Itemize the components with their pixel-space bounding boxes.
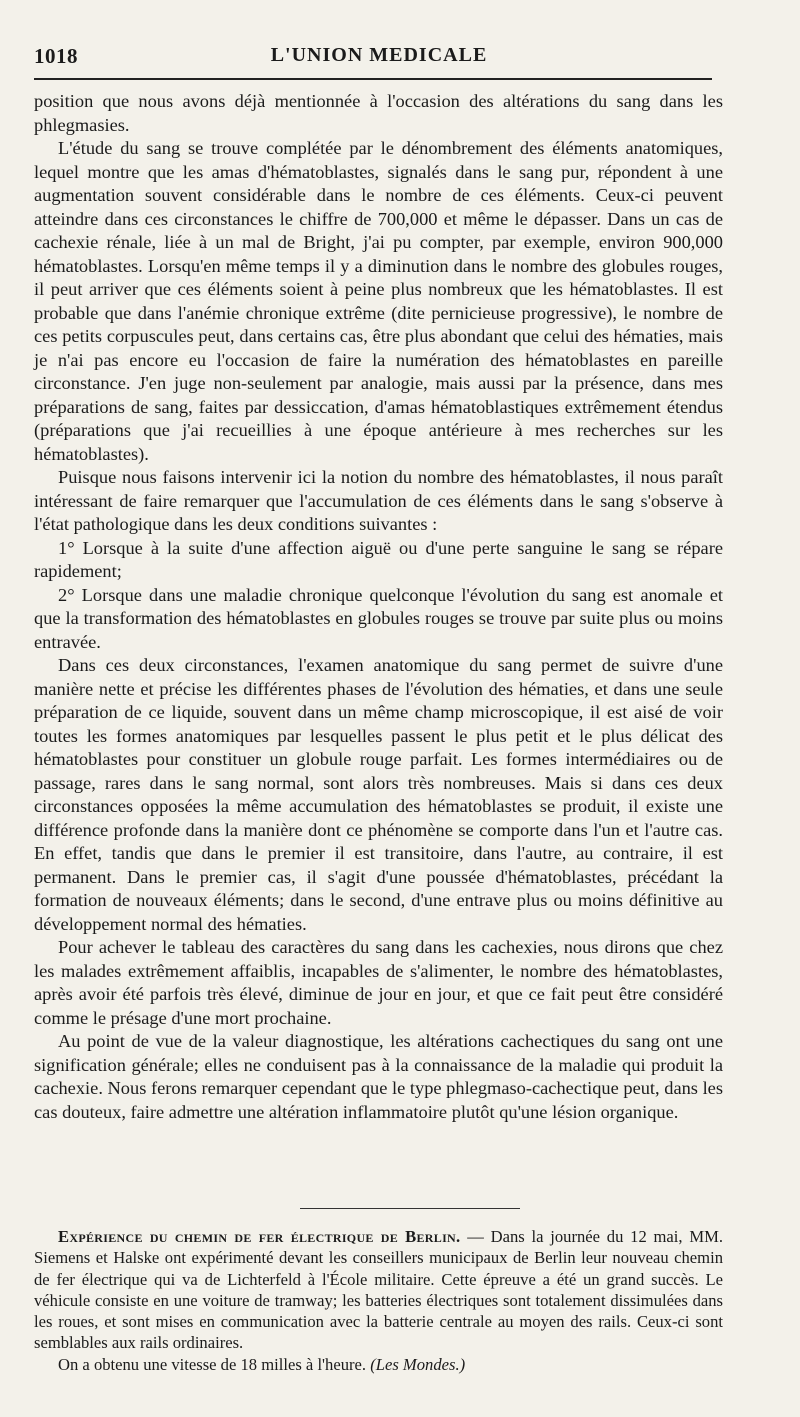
paragraph-diagnostic-value: Au point de vue de la valeur diagnostique, les altérations cachectiques du sang ont une signification générale; elles ne conduisent pas à la connaissance de la maladie qui produit la cachexie. Nous ferons remarquer cependant que le type phlegmaso-cachectique peut, dans les cas douteux, faire admettre une altération inflammatoire plutôt qu'une lésion organique. bbox=[34, 1031, 723, 1122]
paragraph-condition-2: 2° Lorsque dans une maladie chronique quelconque l'évolution du sang est anomale et que la transformation des hématoblastes en globules rouges se trouve par suite plus ou moins entravée. bbox=[34, 584, 723, 652]
paragraph-blood-count: L'étude du sang se trouve complétée par le dénombrement des éléments anatomiques, lequel montre que les amas d'hématoblastes, signalés dans le sang pur, répondent à une augmentation souvent considérable dans le nombre de ces éléments. Ceux-ci peuvent atteindre dans ces circonstances le chiffre de 700,000 et même le dépasser. Dans un cas de cachexie rénale, liée à un mal de Bright, j'ai pu compter, par exemple, environ 900,000 hématoblastes. Lorsqu'en même temps il y a diminution dans le nombre des globules rouges, il peut arriver que ces éléments soient à peine plus nombreux que les hématoblastes. Il est probable que dans l'anémie chronique extrême (dite pernicieuse progressive), le nombre de ces petits corpuscules peut, dans certains cas, être plus abondant que celui des hématies, mais je n'ai pas encore eu l'occasion de faire la numération des hématoblastes en pareille circonstance. J'en juge non-seulement par analogie, mais aussi par la présence, dans mes préparations de sang, faites par dessiccation, d'amas hématoblastiques extrêmement étendus (préparations que j'ai recueillies à une époque antérieure à mes recherches sur les hématoblastes). bbox=[34, 138, 723, 464]
paragraph-two-circumstances: Dans ces deux circonstances, l'examen anatomique du sang permet de suivre d'une manière nette et précise les différentes phases de l'évolution des hématies, et dans une seule préparation de ce liquide, souvent dans un même champ microscopique, il est aisé de voir toutes les formes anatomiques par lesquelles passent le plus petit et le plus délicat des hématoblastes pour constituer un globule rouge parfait. Les formes intermédiaires ou de passage, rares dans le sang normal, sont alors très nombreuses. Mais si dans ces deux circonstances opposées la même accumulation des hématoblastes se produit, il existe une différence profonde dans la manière dont ce phénomène se comporte dans l'un et l'autre cas. En effet, tandis que dans le premier il est transitoire, dans l'autre, au contraire, il est permanent. Dans le premier cas, il s'agit d'une poussée d'hématoblastes, précédant la formation de nouveaux éléments; dans le second, d'une entrave plus ou moins définitive au développement normal des hématies. bbox=[34, 655, 723, 934]
paragraph-cachexia-table: Pour achever le tableau des caractères du sang dans les cachexies, nous dirons que chez les malades extrêmement affaiblis, incapables de s'alimenter, le nombre des hématoblastes, après avoir été parfois très élevé, diminue de jour en jour, et que ce fait peut être considéré comme le présage d'une mort prochaine. bbox=[34, 937, 723, 1028]
notice-closing: On a obtenu une vitesse de 18 milles à l'heure. bbox=[58, 1354, 367, 1374]
news-notice bbox=[34, 1226, 723, 1375]
notice-paragraph bbox=[34, 1226, 723, 1354]
page-number: 1018 bbox=[34, 44, 78, 68]
section-divider bbox=[300, 1208, 520, 1209]
header-rule bbox=[34, 78, 712, 80]
paragraph-continuation: position que nous avons déjà mentionnée à l'occasion des altérations du sang dans les phlegmasies. bbox=[34, 91, 723, 135]
page-header bbox=[34, 44, 724, 74]
notice-text: — Dans la journée du 12 mai, MM. Siemens et Halske ont expérimenté devant les conseillers municipaux de Berlin leur nouveau chemin de fer électrique qui va de Lichterfeld à l'École militaire. Cette épreuve a été un grand succès. Le véhicule consiste en une voiture de tramway; les batteries électriques sont totalement dissimulées dans les roues, et sont mises en communication avec la batterie centrale au moyen des rails. Ceux-ci sont semblables aux rails ordinaires. bbox=[34, 1227, 723, 1353]
paragraph-condition-1: 1° Lorsque à la suite d'une affection aiguë ou d'une perte sanguine le sang se répare rapidement; bbox=[34, 537, 723, 581]
running-title: L'UNION MEDICALE bbox=[270, 44, 488, 66]
notice-source: (Les Mondes.) bbox=[370, 1354, 466, 1374]
notice-closing-line bbox=[34, 1354, 723, 1375]
paragraph-hematoblast-accumulation: Puisque nous faisons intervenir ici la notion du nombre des hématoblastes, il nous paraît intéressant de faire remarquer que l'accumulation de ces éléments dans le sang s'observe à l'état pathologique dans les deux conditions suivantes : bbox=[34, 467, 723, 534]
notice-headline: Expérience du chemin de fer électrique de Berlin. bbox=[58, 1227, 461, 1246]
article-body bbox=[34, 90, 723, 1124]
